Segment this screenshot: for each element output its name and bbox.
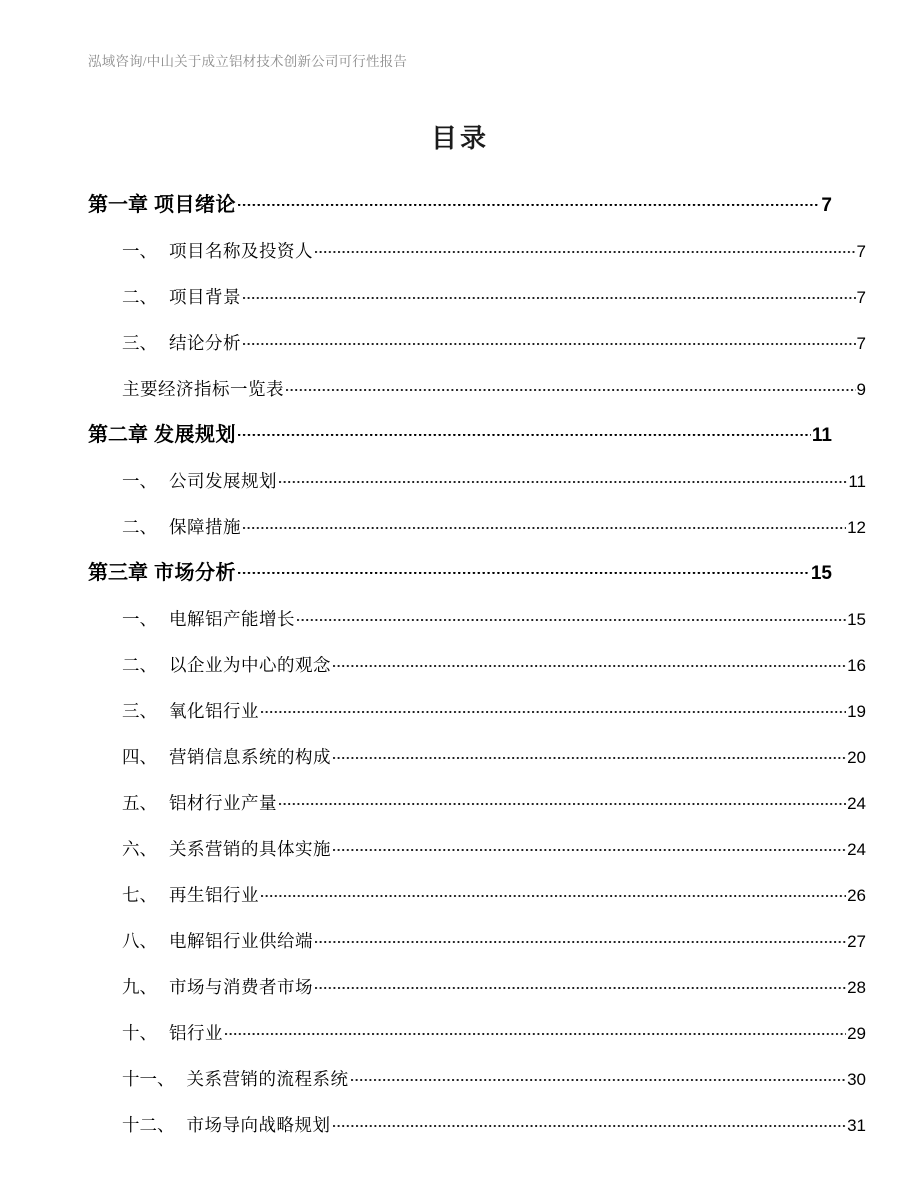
toc-entry-page-number: 16	[847, 656, 866, 675]
table-of-contents	[88, 182, 866, 1148]
toc-entry-page-number: 7	[821, 195, 832, 216]
toc-section-entry[interactable]	[88, 826, 866, 872]
toc-entry-number: 十二、	[122, 1115, 175, 1135]
toc-entry-label: 项目名称及投资人	[169, 241, 313, 261]
toc-section-entry[interactable]	[88, 642, 866, 688]
toc-entry-number: 一、	[122, 471, 157, 491]
toc-entry-page-number: 24	[847, 794, 866, 813]
toc-entry-label: 保障措施	[169, 517, 241, 537]
toc-entry-label: 市场分析	[154, 562, 236, 584]
toc-entry-page-number: 11	[811, 425, 832, 446]
toc-entry-label: 结论分析	[169, 333, 241, 353]
toc-dot-leader	[315, 240, 856, 258]
toc-entry-page-number: 29	[847, 1024, 866, 1043]
toc-entry-label: 关系营销的具体实施	[169, 839, 331, 859]
toc-entry-label: 氧化铝行业	[169, 701, 259, 721]
toc-dot-leader	[225, 1022, 846, 1040]
toc-entry-label: 发展规划	[154, 424, 236, 446]
toc-section-entry[interactable]	[88, 504, 866, 550]
toc-section-entry[interactable]	[88, 1056, 866, 1102]
toc-entry-label: 市场导向战略规划	[186, 1115, 331, 1135]
toc-entry-number: 第一章	[88, 194, 148, 216]
page-title: 目录	[430, 124, 489, 153]
toc-entry-label: 铝行业	[169, 1023, 223, 1043]
toc-entry-page-number: 7	[856, 334, 866, 353]
toc-dot-leader	[333, 654, 846, 672]
toc-section-entry[interactable]	[88, 1102, 866, 1148]
toc-entry-label: 铝材行业产量	[169, 793, 277, 813]
toc-entry-page-number: 12	[847, 518, 866, 537]
toc-dot-leader	[238, 191, 820, 211]
toc-entry-page-number: 26	[847, 886, 866, 905]
toc-dot-leader	[315, 930, 846, 948]
toc-section-entry[interactable]	[88, 274, 866, 320]
toc-section-entry[interactable]	[88, 458, 866, 504]
toc-entry-number: 八、	[122, 931, 157, 951]
toc-entry-page-number: 7	[856, 242, 866, 261]
toc-dot-leader	[238, 421, 811, 441]
toc-entry-page-number: 15	[847, 610, 866, 629]
toc-entry-label: 主要经济指标一览表	[122, 379, 284, 399]
running-header: 泓域咨询/中山关于成立铝材技术创新公司可行性报告	[88, 54, 408, 69]
toc-entry-number: 九、	[122, 977, 157, 997]
toc-entry-page-number: 24	[847, 840, 866, 859]
toc-dot-leader	[351, 1068, 847, 1086]
toc-chapter-entry[interactable]	[88, 182, 832, 228]
toc-entry-page-number: 7	[856, 288, 866, 307]
toc-dot-leader	[243, 286, 856, 304]
toc-entry-number: 一、	[122, 609, 157, 629]
toc-entry-number: 三、	[122, 333, 157, 353]
toc-entry-number: 三、	[122, 701, 157, 721]
toc-entry-label: 营销信息系统的构成	[169, 747, 331, 767]
toc-dot-leader	[243, 332, 856, 350]
toc-section-entry[interactable]	[88, 366, 866, 412]
toc-section-entry[interactable]	[88, 320, 866, 366]
toc-dot-leader	[333, 838, 846, 856]
toc-dot-leader	[286, 378, 856, 396]
toc-dot-leader	[333, 746, 846, 764]
toc-dot-leader	[279, 792, 846, 810]
toc-entry-number: 四、	[122, 747, 157, 767]
toc-section-entry[interactable]	[88, 872, 866, 918]
toc-entry-label: 市场与消费者市场	[169, 977, 313, 997]
toc-entry-label: 再生铝行业	[169, 885, 259, 905]
toc-entry-page-number: 28	[847, 978, 866, 997]
toc-entry-number: 十一、	[122, 1069, 175, 1089]
toc-entry-number: 第二章	[88, 424, 148, 446]
toc-entry-number: 六、	[122, 839, 157, 859]
toc-section-entry[interactable]	[88, 688, 866, 734]
toc-section-entry[interactable]	[88, 596, 866, 642]
toc-entry-label: 以企业为中心的观念	[169, 655, 331, 675]
toc-entry-page-number: 30	[847, 1070, 866, 1089]
toc-section-entry[interactable]	[88, 780, 866, 826]
toc-dot-leader	[261, 700, 846, 718]
toc-dot-leader	[333, 1114, 847, 1132]
toc-entry-number: 二、	[122, 655, 157, 675]
toc-entry-page-number: 27	[847, 932, 866, 951]
toc-dot-leader	[279, 470, 847, 488]
toc-entry-number: 七、	[122, 885, 157, 905]
toc-entry-label: 公司发展规划	[169, 471, 277, 491]
toc-entry-page-number: 19	[847, 702, 866, 721]
toc-entry-page-number: 20	[847, 748, 866, 767]
toc-entry-label: 项目背景	[169, 287, 241, 307]
toc-entry-number: 五、	[122, 793, 157, 813]
toc-entry-page-number: 31	[847, 1116, 866, 1135]
toc-dot-leader	[243, 516, 846, 534]
toc-entry-label: 电解铝行业供给端	[169, 931, 313, 951]
toc-entry-page-number: 15	[810, 563, 832, 584]
toc-chapter-entry[interactable]	[88, 550, 832, 596]
toc-entry-number: 第三章	[88, 562, 148, 584]
toc-entry-page-number: 9	[856, 380, 866, 399]
toc-dot-leader	[297, 608, 846, 626]
toc-section-entry[interactable]	[88, 734, 866, 780]
toc-section-entry[interactable]	[88, 228, 866, 274]
toc-dot-leader	[261, 884, 846, 902]
toc-entry-label: 项目绪论	[154, 194, 236, 216]
toc-entry-number: 二、	[122, 517, 157, 537]
toc-entry-label: 关系营销的流程系统	[186, 1069, 349, 1089]
toc-chapter-entry[interactable]	[88, 412, 832, 458]
toc-entry-number: 十、	[122, 1023, 157, 1043]
toc-dot-leader	[315, 976, 846, 994]
toc-dot-leader	[238, 559, 810, 579]
toc-entry-number: 一、	[122, 241, 157, 261]
toc-entry-label: 电解铝产能增长	[169, 609, 295, 629]
toc-section-entry[interactable]	[88, 918, 866, 964]
toc-section-entry[interactable]	[88, 964, 866, 1010]
toc-entry-number: 二、	[122, 287, 157, 307]
toc-section-entry[interactable]	[88, 1010, 866, 1056]
toc-entry-page-number: 11	[848, 472, 866, 491]
